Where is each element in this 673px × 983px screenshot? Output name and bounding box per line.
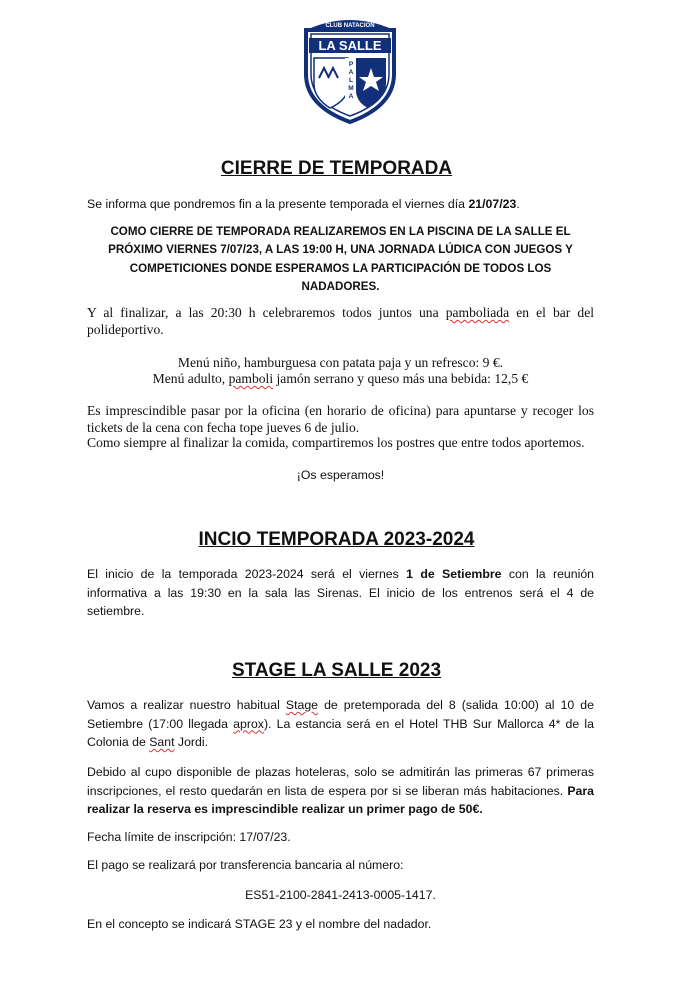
season-date: 1 de Setiembre [406,567,502,581]
menu-adult [87,371,594,388]
season-text-a: El inicio de la temporada 2023-2024 será el viernes [87,567,407,581]
closing-text: ¡Os esperamos! [296,468,385,482]
desserts-note: Como siempre al finalizar la comida, compartiremos los postres que entre todos aportemos. [87,435,585,450]
section-title-stage: STAGE LA SALLE 2023 [231,660,442,681]
office-note: Es imprescindible pasar por la oficina (en horario de oficina) para apuntarse y recoger los tickets de la cena con fecha tope jueves 6 de julio. [87,403,594,435]
stage-text-d: Jordi. [174,735,209,749]
menu-adult-word: pamboli [228,371,274,386]
menu-adult-text-b: jamón serrano y queso más una bebida: 12,5 € [273,371,529,386]
stage-paragraph [87,696,594,752]
dinner-paragraph [87,305,594,338]
sant-word: Sant [149,735,175,749]
deadline-text: Fecha límite de inscripción: 17/07/23. [87,830,291,844]
menu-child: Menú niño, hamburguesa con patata paja y un refresco: 9 €. [177,355,504,370]
section-title-inicio: INCIO TEMPORADA 2023-2024 [198,529,475,550]
intro-paragraph [87,195,594,214]
iban-number: ES51-2100-2841-2413-0005-1417. [245,888,436,902]
intro-date: 21/07/23 [468,197,517,211]
logo-side-text: P A L M A [348,61,354,100]
dinner-word: pamboliada [445,305,510,320]
places-text: Debido al cupo disponible de plazas hoteleras, solo se admitirán las primeras 67 primeras inscripciones, el resto quedarán en lista de espera por si se liberan más habitaciones. [87,765,594,798]
announcement-paragraph: COMO CIERRE DE TEMPORADA REALIZAREMOS EN LA PISCINA DE LA SALLE EL PRÓXIMO VIERNES 7/07/23, A LAS 19:00 H, UNA JORNADA LÚDICA CON JUEGOS Y COMPETICIONES DONDE ESPERAMOS LA PARTICIPACIÓN DE TODOS LOS NADADORES. [108,225,573,294]
dinner-text-a: Y al finalizar, a las 20:30 h celebraremos todos juntos una [87,305,446,320]
payment-note: El pago se realizará por transferencia bancaria al número: [87,858,404,872]
logo-top-text: CLUB NATACION [325,23,375,29]
menu-adult-text-a: Menú adulto, [152,371,229,386]
section-title-cierre: CIERRE DE TEMPORADA [220,158,453,179]
places-paragraph [87,763,594,819]
intro-end: . [516,197,520,211]
dinner-text-b: en el bar del polideportivo. [87,305,595,337]
logo-name: LA SALLE [318,38,382,53]
places-bold-text: Para realizar la reserva es imprescindible realizar un primer pago de 50€. [87,783,594,816]
concept-note: En el concepto se indicará STAGE 23 y el nombre del nadador. [87,917,432,931]
stage-text-a: Vamos a realizar nuestro habitual [87,698,286,712]
intro-text: Se informa que pondremos fin a la presente temporada el viernes día [87,197,469,211]
club-logo [300,16,400,124]
stage-word: Stage [285,698,319,712]
season-start-paragraph [87,565,594,621]
aprox-word: aprox [233,716,264,731]
stage-text-c: ). La estancia será en el Hotel THB Sur Mallorca 4* de la Colonia de [87,716,595,749]
season-text-b: con la reunión informativa a las 19:30 en la sala las Sirenas. El inicio de los entrenos será el 4 de setiembre. [87,567,595,618]
stage-text-b: de pretemporada del 8 (salida 10:00) al 10 de Setiembre (17:00 llegada [87,698,594,731]
